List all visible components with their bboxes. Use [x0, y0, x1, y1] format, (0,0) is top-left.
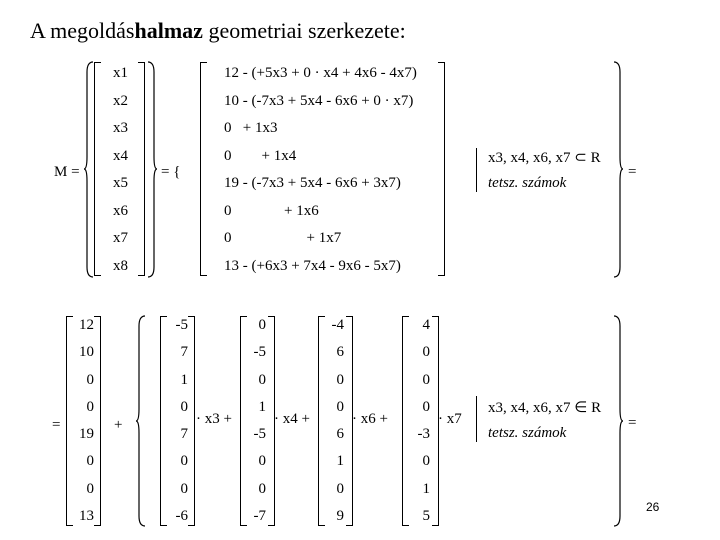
x-vector-right-bracket [138, 62, 145, 276]
cell: 1 [258, 398, 266, 415]
slide-title [30, 18, 406, 44]
cell: 0 + 1x4 [224, 147, 297, 164]
bottom-left-brace-icon [136, 316, 146, 526]
top-divider [476, 148, 477, 192]
cell: 0 [336, 398, 344, 415]
page-number: 26 [646, 500, 660, 514]
top-condition-note: tetsz. számok [488, 175, 567, 191]
cell: 4 [422, 317, 430, 333]
title-pre: A megoldás [30, 18, 135, 43]
vector-x7 [404, 318, 430, 524]
coef-x6: · x6 + [352, 411, 388, 427]
cell: 1 [180, 371, 188, 388]
x-vector-left-bracket [94, 62, 101, 276]
cell: 0 [336, 480, 344, 497]
cell: 0 [180, 398, 188, 415]
top-condition-vars: x3, x4, x6, x7 ⊂ R [488, 150, 601, 166]
cell: 10 - (-7x3 + 5x4 - 6x6 + 0 · x7) [224, 92, 414, 109]
cell: x6 [113, 202, 128, 219]
coef-x3: · x3 + [196, 411, 232, 427]
bottom-end: = [628, 415, 637, 431]
bottom-condition-note: tetsz. számok [488, 425, 567, 441]
top-left-brace-icon [84, 62, 94, 277]
cell: 1 [422, 480, 430, 497]
cell: 13 [79, 507, 94, 524]
cell: 1 [336, 453, 344, 470]
cell: -5 [253, 426, 266, 443]
cell: 6 [336, 344, 344, 361]
bottom-divider [476, 396, 477, 442]
bottom-plus: + [114, 417, 123, 433]
cell: 12 - (+5x3 + 0 · x4 + 4x6 - 4x7) [224, 65, 417, 81]
cell: 0 [258, 480, 266, 497]
const-right-bracket [94, 316, 101, 526]
vector-x4 [244, 318, 266, 524]
cell: x3 [113, 120, 128, 137]
cell: x1 [113, 65, 128, 81]
cell: 0 [86, 480, 94, 497]
cell: 0 [180, 453, 188, 470]
cell: x7 [113, 230, 128, 247]
cell: 0 [86, 398, 94, 415]
cell: 9 [336, 507, 344, 524]
cell: 7 [180, 426, 188, 443]
cell: 0 [336, 371, 344, 388]
top-matrix-rows [224, 66, 417, 274]
vec1-right-bracket [188, 316, 195, 526]
cell: 6 [336, 426, 344, 443]
cell: 0 [86, 453, 94, 470]
bottom-condition-vars: x3, x4, x6, x7 ∈ R [488, 400, 602, 416]
cell: 10 [79, 344, 94, 361]
cell: -5 [175, 317, 188, 333]
cell: 0 [422, 344, 430, 361]
cell: 0 [258, 371, 266, 388]
cell: 12 [79, 317, 94, 333]
cell: 19 [79, 426, 94, 443]
cell: -3 [417, 426, 430, 443]
x-vector [113, 66, 128, 274]
coef-x4: · x4 + [274, 411, 310, 427]
cell: x4 [113, 147, 128, 164]
cell: 19 - (-7x3 + 5x4 - 6x6 + 3x7) [224, 175, 401, 192]
top-matrix-right-bracket [438, 62, 445, 276]
cell: 0 [180, 480, 188, 497]
coef-x7: · x7 [438, 411, 462, 427]
title-bold: halmaz [134, 18, 203, 43]
vector-x3 [164, 318, 188, 524]
cell: 0 + 1x3 [224, 120, 278, 137]
cell: 0 [422, 398, 430, 415]
cell: 5 [422, 507, 430, 524]
cell: x2 [113, 92, 128, 109]
cell: 0 [258, 317, 266, 333]
cell: 0 + 1x6 [224, 202, 319, 219]
top-matrix-left-bracket [200, 62, 207, 276]
bottom-lead: = [52, 417, 61, 433]
cell: -6 [175, 507, 188, 524]
const-vector [72, 318, 94, 524]
cell: 0 [86, 371, 94, 388]
bottom-right-brace-icon [614, 316, 624, 526]
cell: 0 [258, 453, 266, 470]
title-post: geometriai szerkezete: [202, 18, 406, 43]
top-lhs: M = [54, 164, 80, 180]
cell: 7 [180, 344, 188, 361]
top-eq-brace: = { [161, 164, 181, 180]
cell: 0 + 1x7 [224, 230, 342, 247]
cell: -7 [253, 507, 266, 524]
cell: 13 - (+6x3 + 7x4 - 9x6 - 5x7) [224, 257, 401, 274]
cell: 0 [422, 371, 430, 388]
cell: -4 [331, 317, 344, 333]
cell: 0 [422, 453, 430, 470]
cell: x5 [113, 175, 128, 192]
cell: -5 [253, 344, 266, 361]
top-x-right-brace-icon [148, 62, 158, 277]
top-end: = [628, 164, 637, 180]
vector-x6 [322, 318, 344, 524]
cell: x8 [113, 257, 128, 274]
top-right-brace-icon [614, 62, 624, 277]
